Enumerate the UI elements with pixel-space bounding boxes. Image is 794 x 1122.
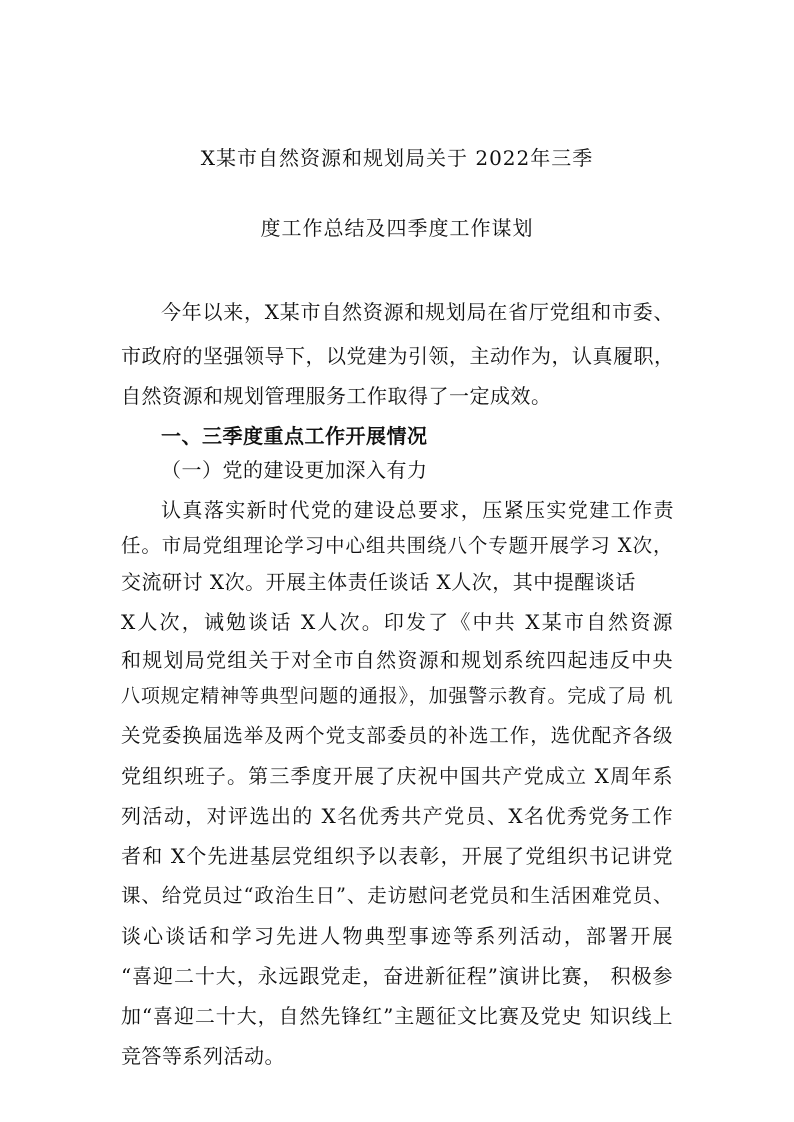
paragraph-line: 和规划局党组关于对全市自然资源和规划系统四起违反中央 — [121, 648, 673, 672]
paragraph-line: 者和 X个先进基层党组织予以表彰，开展了党组织书记讲党 — [121, 844, 673, 868]
paragraph-line: 关党委换届选举及两个党支部委员的补选工作，选优配齐各级 — [121, 724, 673, 747]
paragraph-line: 任。市局党组理论学习中心组共围绕八个专题开展学习 X次， — [121, 534, 673, 557]
paragraph-line: 谈心谈话和学习先进人物典型事迹等系列活动，部署开展 — [121, 924, 673, 948]
paragraph-line: 列活动，对评选出的 X名优秀共产党员、X名优秀党务工作 — [121, 804, 673, 828]
paragraph-line: 八项规定精神等典型问题的通报》，加强警示教育。完成了局 机 — [121, 685, 673, 707]
paragraph-line: 课、给党员过“政治生日”、走访慰问老党员和生活困难党员、 — [121, 884, 673, 907]
paragraph-line: 党组织班子。第三季度开展了庆祝中国共产党成立 X周年系 — [121, 764, 673, 788]
paragraph-line: X人次，诫勉谈话 X人次。印发了《中共 X某市自然资源 — [121, 610, 673, 634]
subsection-heading: （一）党的建设更加深入有力 — [161, 458, 428, 482]
intro-line: 自然资源和规划管理服务工作取得了一定成效。 — [121, 384, 552, 408]
intro-line: 市政府的坚强领导下，以党建为引领，主动作为，认真履职， — [121, 344, 675, 368]
paragraph-line: 加“喜迎二十大，自然先锋红”主题征文比赛及党史 知识线上 — [121, 1004, 673, 1028]
document-title-line-2: 度工作总结及四季度工作谋划 — [260, 216, 534, 240]
document-title-line-1: X某市自然资源和规划局关于 2022年三季 — [200, 146, 594, 170]
paragraph-line: 竞答等系列活动。 — [121, 1044, 285, 1068]
paragraph-line: 认真落实新时代党的建设总要求，压紧压实党建工作责 — [161, 498, 674, 522]
paragraph-line: 交流研讨 X次。开展主体责任谈话 X人次，其中提醒谈话 — [121, 570, 636, 594]
section-heading: 一、三季度重点工作开展情况 — [161, 424, 428, 448]
paragraph-line: “喜迎二十大，永远跟党走，奋进新征程”演讲比赛， 积极参 — [121, 964, 673, 988]
intro-line: 今年以来，X某市自然资源和规划局在省厅党组和市委、 — [161, 300, 674, 324]
